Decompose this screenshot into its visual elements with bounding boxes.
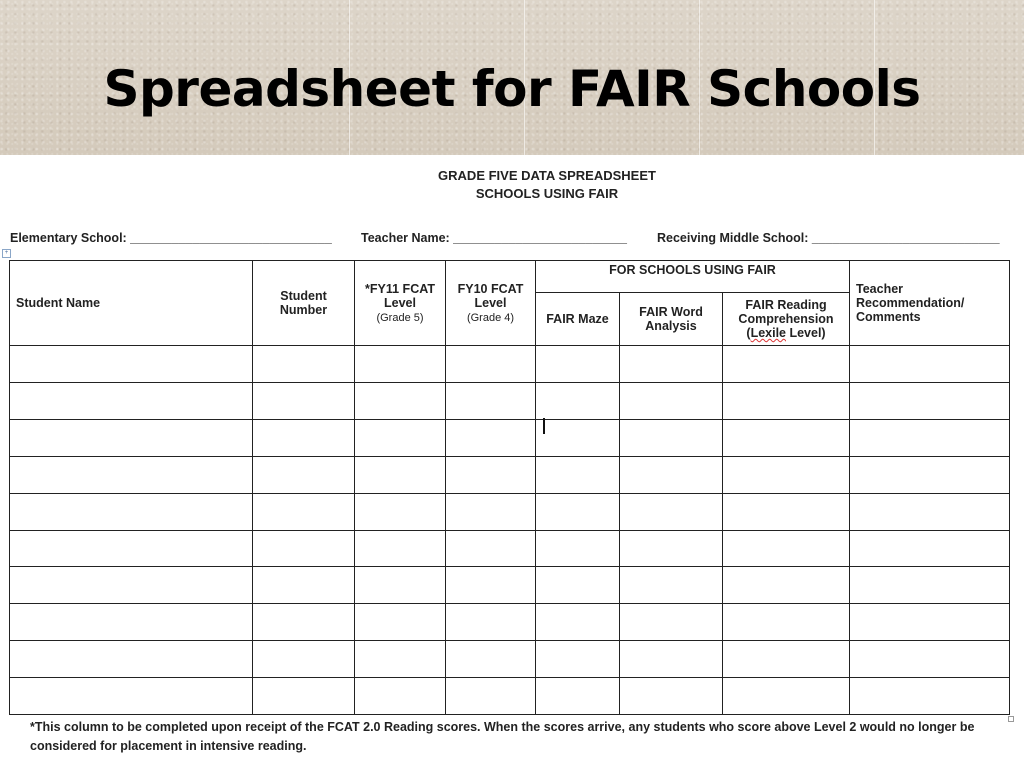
- table-cell[interactable]: [850, 493, 1010, 530]
- table-cell[interactable]: [446, 419, 536, 456]
- table-cell[interactable]: [355, 530, 446, 567]
- table-cell[interactable]: [620, 346, 723, 383]
- footnote: *This column to be completed upon receipt of the FCAT 2.0 Reading scores. When the scores arrive, any students who score above Level 2 would no longer be considered for placement in intensive reading.: [30, 720, 975, 753]
- table-cell[interactable]: [355, 456, 446, 493]
- table-cell[interactable]: [253, 678, 355, 715]
- table-cell[interactable]: [10, 567, 253, 604]
- table-cell[interactable]: [850, 678, 1010, 715]
- table-cell[interactable]: [850, 456, 1010, 493]
- table-cell[interactable]: [10, 604, 253, 641]
- table-cell[interactable]: [355, 346, 446, 383]
- header-fair-word-analysis: FAIR Word Analysis: [620, 292, 723, 345]
- text-cursor: [543, 418, 545, 434]
- table-cell[interactable]: [446, 456, 536, 493]
- table-cell[interactable]: [620, 493, 723, 530]
- table-row: [10, 493, 1010, 530]
- table-row: [10, 678, 1010, 715]
- table-row: [10, 567, 1010, 604]
- document-title-line-2: SCHOOLS USING FAIR: [475, 186, 619, 201]
- table-cell[interactable]: [253, 567, 355, 604]
- table-cell[interactable]: [10, 456, 253, 493]
- table-cell[interactable]: [723, 567, 850, 604]
- table-cell[interactable]: [850, 604, 1010, 641]
- table-cell[interactable]: [446, 382, 536, 419]
- header-fy11-fcat-level: *FY11 FCAT Level (Grade 5): [355, 261, 446, 346]
- table-cell[interactable]: [723, 530, 850, 567]
- table-cell[interactable]: [536, 382, 620, 419]
- table-cell[interactable]: [536, 419, 620, 456]
- table-cell[interactable]: [723, 456, 850, 493]
- table-cell[interactable]: [620, 604, 723, 641]
- elementary-school-field[interactable]: Elementary School: _____________________________: [10, 231, 332, 245]
- table-cell[interactable]: [536, 530, 620, 567]
- table-cell[interactable]: [723, 382, 850, 419]
- table-cell[interactable]: [355, 419, 446, 456]
- table-cell[interactable]: [723, 493, 850, 530]
- table-row: [10, 641, 1010, 678]
- table-move-handle-icon[interactable]: +: [2, 249, 11, 258]
- table-row: [10, 382, 1010, 419]
- table-cell[interactable]: [355, 382, 446, 419]
- table-row: [10, 456, 1010, 493]
- document-title-line-1: GRADE FIVE DATA SPREADSHEET: [438, 168, 656, 183]
- header-student-name: Student Name: [10, 261, 253, 346]
- receiving-middle-school-field[interactable]: Receiving Middle School: ___________________________: [657, 231, 1000, 245]
- table-cell[interactable]: [253, 419, 355, 456]
- table-cell[interactable]: [536, 567, 620, 604]
- table-cell[interactable]: [620, 641, 723, 678]
- table-cell[interactable]: [536, 604, 620, 641]
- table-cell[interactable]: [620, 678, 723, 715]
- table-cell[interactable]: [446, 641, 536, 678]
- table-row: [10, 346, 1010, 383]
- table-cell[interactable]: [355, 678, 446, 715]
- table-cell[interactable]: [620, 567, 723, 604]
- header-fy10-fcat-level: FY10 FCAT Level (Grade 4): [446, 261, 536, 346]
- table-cell[interactable]: [620, 419, 723, 456]
- table-cell[interactable]: [620, 456, 723, 493]
- table-cell[interactable]: [10, 419, 253, 456]
- table-cell[interactable]: [446, 567, 536, 604]
- slide-title: Spreadsheet for FAIR Schools: [103, 60, 921, 118]
- table-cell[interactable]: [355, 641, 446, 678]
- table-cell[interactable]: [446, 493, 536, 530]
- table-cell[interactable]: [446, 604, 536, 641]
- table-cell[interactable]: [723, 641, 850, 678]
- table-cell[interactable]: [620, 530, 723, 567]
- table-cell[interactable]: [723, 678, 850, 715]
- table-cell[interactable]: [355, 604, 446, 641]
- table-cell[interactable]: [723, 346, 850, 383]
- table-cell[interactable]: [536, 493, 620, 530]
- table-cell[interactable]: [253, 530, 355, 567]
- table-cell[interactable]: [10, 493, 253, 530]
- table-cell[interactable]: [723, 419, 850, 456]
- table-cell[interactable]: [10, 530, 253, 567]
- header-fair-maze: FAIR Maze: [536, 292, 620, 345]
- table-cell[interactable]: [536, 641, 620, 678]
- table-cell[interactable]: [536, 456, 620, 493]
- table-cell[interactable]: [10, 382, 253, 419]
- table-cell[interactable]: [253, 456, 355, 493]
- teacher-name-field[interactable]: Teacher Name: _________________________: [361, 231, 627, 245]
- table-row: [10, 419, 1010, 456]
- table-cell[interactable]: [446, 678, 536, 715]
- table-cell[interactable]: [10, 346, 253, 383]
- table-cell[interactable]: [850, 419, 1010, 456]
- table-cell[interactable]: [253, 382, 355, 419]
- table-cell[interactable]: [355, 493, 446, 530]
- table-cell[interactable]: [850, 641, 1010, 678]
- table-cell[interactable]: [850, 530, 1010, 567]
- table-row: [10, 604, 1010, 641]
- form-fields-row: [10, 231, 1020, 247]
- header-student-number: Student Number: [253, 261, 355, 346]
- table-cell[interactable]: [10, 641, 253, 678]
- table-cell[interactable]: [10, 678, 253, 715]
- table-cell[interactable]: [850, 382, 1010, 419]
- table-resize-handle[interactable]: [1008, 716, 1014, 722]
- header-fair-reading-comprehension: FAIR Reading Comprehension (Lexile Level): [723, 292, 850, 345]
- table-cell[interactable]: [850, 567, 1010, 604]
- table-row: [10, 530, 1010, 567]
- table-cell[interactable]: [446, 530, 536, 567]
- table-cell[interactable]: [253, 641, 355, 678]
- table-cell[interactable]: [536, 678, 620, 715]
- table-cell[interactable]: [850, 346, 1010, 383]
- table-cell[interactable]: [723, 604, 850, 641]
- header-teacher-recommendation: Teacher Recommendation/ Comments: [850, 261, 1010, 346]
- table-cell[interactable]: [253, 493, 355, 530]
- table-cell[interactable]: [446, 346, 536, 383]
- data-spreadsheet-table: [9, 260, 1010, 715]
- table-cell[interactable]: [620, 382, 723, 419]
- table-cell[interactable]: [355, 567, 446, 604]
- header-for-schools-using-fair: FOR SCHOOLS USING FAIR: [536, 261, 850, 293]
- table-cell[interactable]: [253, 346, 355, 383]
- table-cell[interactable]: [536, 346, 620, 383]
- table-cell[interactable]: [253, 604, 355, 641]
- spellcheck-underline: Lexile: [750, 325, 786, 340]
